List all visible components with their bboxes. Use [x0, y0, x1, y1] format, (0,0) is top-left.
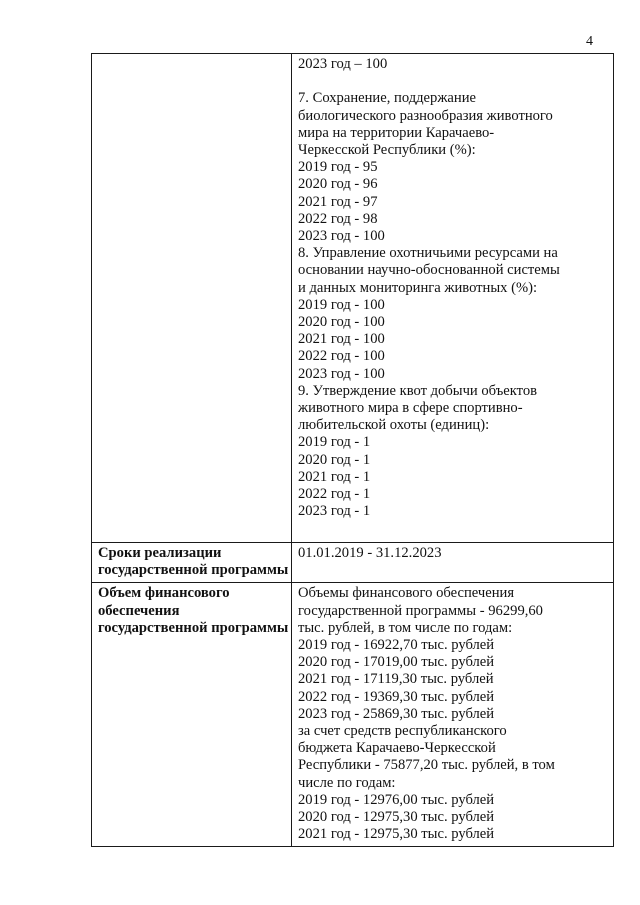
text-line: 2023 год - 25869,30 тыс. рублей [298, 705, 495, 722]
blank-line [298, 73, 609, 90]
terms-label-line: государственной программы [98, 562, 289, 579]
table-row-terms [92, 543, 614, 583]
terms-value-cell [292, 543, 614, 583]
text-line: основании научно-обоснованной системы [298, 262, 560, 279]
text-line: 2020 год - 1 [298, 451, 371, 468]
text-line: 2022 год - 1 [298, 486, 371, 503]
text-line: 2022 год - 19369,30 тыс. рублей [298, 688, 495, 705]
text-line: 2021 год - 12975,30 тыс. рублей [298, 826, 495, 843]
text-line: 2021 год - 17119,30 тыс. рублей [298, 671, 494, 688]
text-line: 8. Управление охотничьими ресурсами на [298, 245, 558, 262]
text-line: любительской охоты (единиц): [298, 417, 490, 434]
text-line: 2021 год - 97 [298, 193, 378, 210]
text-line: Черкесской Республики (%): [298, 142, 476, 158]
text-line: 2019 год - 95 [298, 159, 378, 176]
text-line: мира на территории Карачаево- [298, 124, 495, 141]
financing-label-line: Объем финансового [98, 585, 230, 602]
terms-label-line: Сроки реализации [98, 545, 222, 561]
text-line: 2022 год - 100 [298, 348, 385, 365]
text-line: 9. Утверждение квот добычи объектов [298, 382, 538, 399]
financing-label-line: государственной программы [98, 619, 289, 636]
text-line: 2022 год - 98 [298, 210, 378, 227]
text-line: 2023 год – 100 [298, 56, 388, 72]
financing-label-line: обеспечения [98, 602, 180, 619]
financing-value-cell [292, 583, 614, 847]
text-line: 2020 год - 12975,30 тыс. рублей [298, 809, 495, 826]
text-line: 2021 год - 1 [298, 468, 371, 485]
text-line: 2020 год - 17019,00 тыс. рублей [298, 654, 495, 671]
text-line: 2020 год - 100 [298, 314, 385, 331]
text-line: 7. Сохранение, поддержание [298, 90, 476, 107]
program-passport-table [91, 53, 614, 847]
text-line: 2019 год - 1 [298, 434, 371, 451]
text-line: биологического разнообразия животного [298, 107, 553, 124]
text-line: 2023 год - 1 [298, 503, 371, 520]
text-line: 2021 год - 100 [298, 331, 385, 348]
text-line: 2023 год - 100 [298, 228, 385, 245]
page-number: 4 [586, 34, 593, 49]
text-line: 2019 год - 16922,70 тыс. рублей [298, 637, 495, 654]
text-line: государственной программы - 96299,60 [298, 602, 543, 619]
terms-label-cell [92, 543, 292, 583]
text-line: 2019 год - 12976,00 тыс. рублей [298, 791, 495, 808]
financing-label-cell [92, 583, 292, 847]
text-line: тыс. рублей, в том числе по годам: [298, 619, 513, 636]
text-line: за счет средств республиканского [298, 723, 507, 740]
text-line: бюджета Карачаево-Черкесской [298, 740, 496, 757]
table-row-financing [92, 583, 614, 847]
table-row-indicators [92, 54, 614, 543]
text-line: числе по годам: [298, 774, 396, 791]
terms-value: 01.01.2019 - 31.12.2023 [298, 545, 442, 561]
indicators-label-cell [92, 54, 292, 543]
text-line: и данных мониторинга животных (%): [298, 279, 538, 296]
text-line: 2023 год - 100 [298, 365, 385, 382]
text-line: Республики - 75877,20 тыс. рублей, в том [298, 757, 555, 774]
text-line: животного мира в сфере спортивно- [298, 400, 523, 417]
text-line: Объемы финансового обеспечения [298, 585, 515, 602]
text-line: 2020 год - 96 [298, 176, 378, 193]
indicators-value-cell [292, 54, 614, 543]
text-line: 2019 год - 100 [298, 296, 385, 313]
